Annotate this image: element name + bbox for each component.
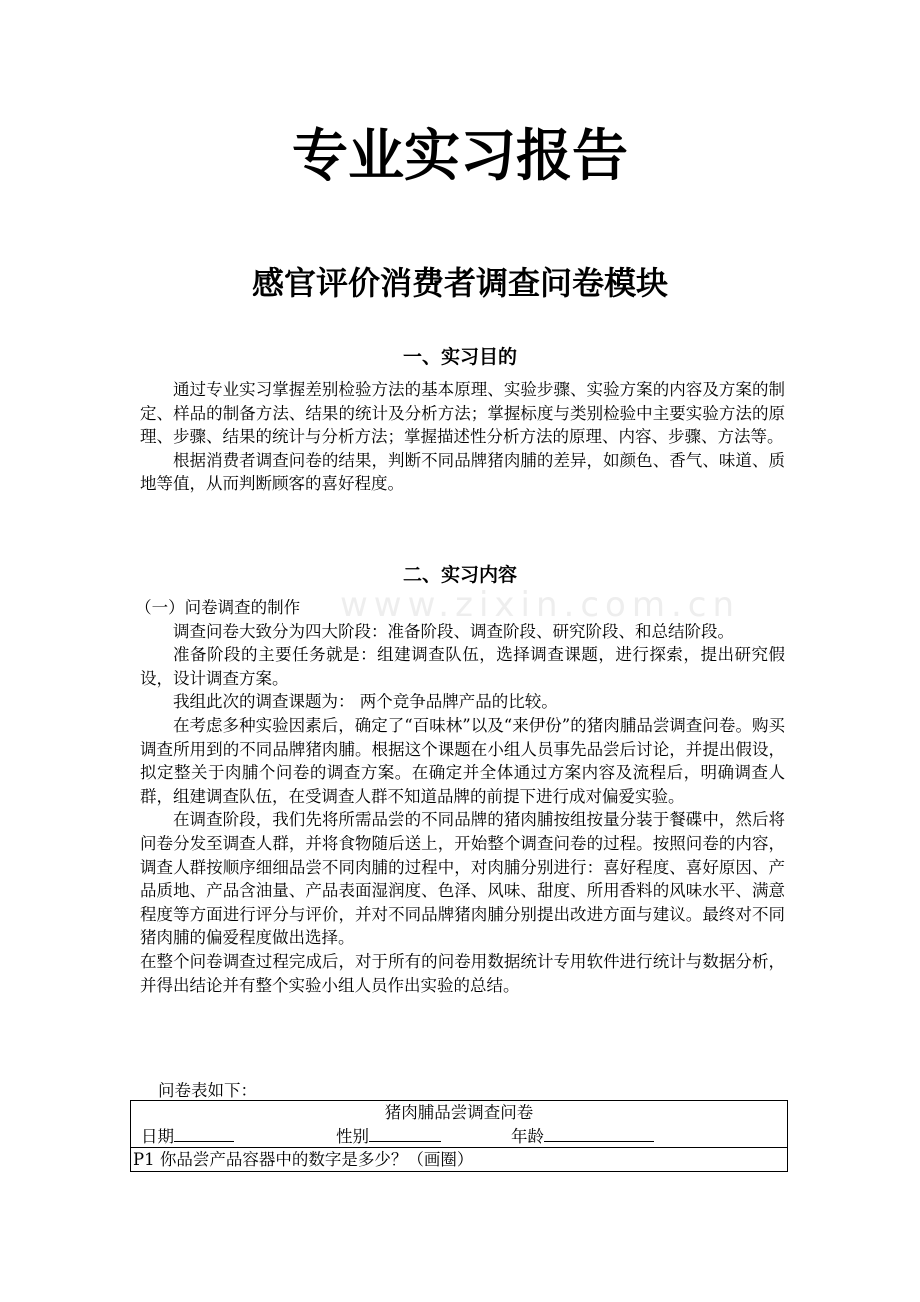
section1-paragraph: 通过专业实习掌握差别检验方法的基本原理、实验步骤、实验方案的内容及方案的制定、样品的制备方法、结果的统计及分析方法；掌握标度与类别检验中主要实验方法的原理、步骤、结果的统计与分析方法；掌握描述性分析方法的原理、内容、步骤、方法等。 — [140, 380, 785, 447]
subsection-heading: （一）问卷调查的制作 — [135, 598, 301, 617]
report-title: 专业实习报告 — [292, 124, 628, 189]
section2-body — [135, 596, 785, 997]
section2-paragraph: 在调查阶段，我们先将所需品尝的不同品牌的猪肉脯按组按量分装于餐碟中，然后将问卷分发至调查人群，并将食物随后送上，开始整个调查问卷的过程。按照问卷的内容，调查人群按顺序细细品尝不同肉脯的过程中，对肉脯分别进行：喜好程度、喜好原因、产品质地、产品含油量、产品表面湿润度、色泽、风味、甜度、所用香料的风味水平、满意程度等方面进行评分与评价，并对不同品牌猪肉脯分别提出改进方面与建议。最终对不同猪肉脯的偏爱程度做出选择。 — [140, 810, 785, 948]
age-label: 年龄 — [511, 1127, 544, 1146]
gender-field — [336, 1124, 441, 1148]
watermark: www.zixin.com.cn — [340, 585, 740, 625]
questionnaire-title: 猪肉脯品尝调查问卷 — [384, 1103, 534, 1122]
date-blank[interactable] — [174, 1124, 234, 1142]
question-row: P1 你品尝产品容器中的数字是多少？（画圈） — [131, 1147, 787, 1171]
section1-heading: 一、实习目的 — [402, 346, 517, 368]
age-blank[interactable] — [544, 1124, 654, 1142]
section2-closing: 在整个问卷调查过程完成后，对于所有的问卷用数据统计专用软件进行统计与数据分析，并得出结论并有整个实验小组人员作出实验的总结。 — [140, 951, 785, 995]
section1-body — [140, 378, 785, 496]
section2-heading: 二、实习内容 — [402, 564, 517, 586]
table-intro: 问卷表如下： — [158, 1081, 257, 1100]
date-label: 日期 — [141, 1127, 174, 1146]
section2-paragraph: 调查问卷大致分为四大阶段：准备阶段、调查阶段、研究阶段、和总结阶段。 — [173, 621, 734, 641]
section1-paragraph: 根据消费者调查问卷的结果，判断不同品牌猪肉脯的差异，如颜色、香气、味道、质地等值，从而判断顾客的喜好程度。 — [140, 450, 785, 494]
gender-label: 性别 — [336, 1127, 369, 1146]
report-subtitle: 感官评价消费者调查问卷模块 — [251, 264, 668, 302]
section2-paragraph: 我组此次的调查课题为： 两个竞争品牌产品的比较。 — [173, 692, 558, 712]
questionnaire-info-row — [131, 1124, 787, 1147]
age-field — [511, 1124, 654, 1148]
section2-paragraph: 准备阶段的主要任务就是：组建调查队伍，选择调查课题，进行探索，提出研究假设，设计调查方案。 — [140, 645, 785, 688]
questionnaire-table — [130, 1100, 788, 1172]
date-field — [141, 1124, 234, 1148]
section2-paragraph: 在考虑多种实验因素后，确定了“百味林”以及“来伊份”的猪肉脯品尝调查问卷。购买调查所用到的不同品牌猪肉脯。根据这个课题在小组人员事先品尝后讨论，并提出假设，拟定整关于肉脯个问卷的调查方案。在确定并全体通过方案内容及流程后，明确调查人群，组建调查队伍，在受调查人群不知道品牌的前提下进行成对偏爱实验。 — [140, 715, 785, 806]
gender-blank[interactable] — [369, 1124, 441, 1142]
